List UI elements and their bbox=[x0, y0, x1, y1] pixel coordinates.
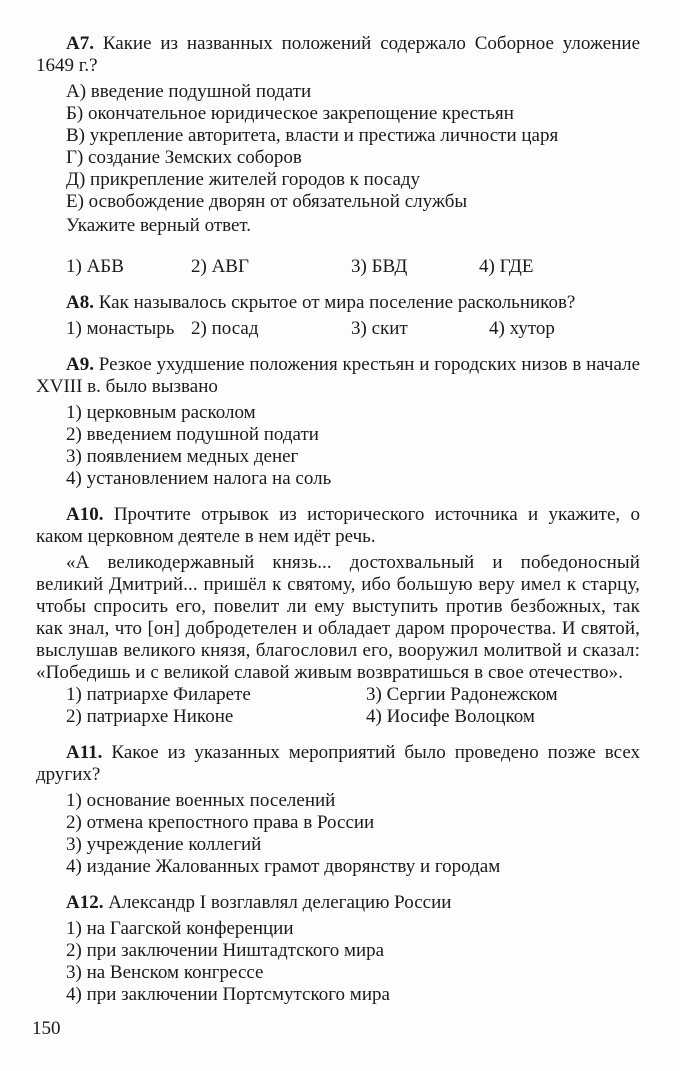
option: 1) патриархе Филарете bbox=[66, 684, 251, 705]
question-a9-text bbox=[36, 354, 640, 398]
answer-choice: 2) АВГ bbox=[191, 256, 249, 277]
answer-choice: 3) скит bbox=[351, 318, 408, 339]
page-content bbox=[36, 33, 640, 1020]
option: 4) Иосифе Волоцком bbox=[366, 706, 535, 727]
question-a11-body: Какое из указанных мероприятий было проведено позже всех других? bbox=[36, 742, 641, 785]
question-a7-text bbox=[36, 33, 640, 77]
option: 1) на Гаагской конференции bbox=[66, 918, 294, 939]
option: 3) Сергии Радонежском bbox=[366, 684, 558, 705]
question-a7 bbox=[36, 33, 640, 278]
answer-choice: 3) БВД bbox=[351, 256, 408, 277]
option: Д) прикрепление жителей городов к посаду bbox=[66, 169, 421, 190]
answer-choice: 1) АБВ bbox=[66, 256, 124, 277]
answer-choice: 1) монастырь bbox=[66, 318, 175, 339]
option: Б) окончательное юридическое закрепощение крестьян bbox=[66, 103, 514, 124]
answer-choice: 4) хутор bbox=[489, 318, 555, 339]
page-number: 150 bbox=[32, 1018, 61, 1039]
question-a12-number: А12. bbox=[66, 892, 104, 913]
answer-choice: 2) посад bbox=[191, 318, 259, 339]
option: А) введение подушной подати bbox=[66, 81, 312, 102]
question-a11-text bbox=[36, 742, 640, 786]
answer-choices bbox=[36, 256, 640, 278]
question-a12-body: Александр I возглавлял делегацию России bbox=[108, 892, 452, 913]
question-a11-number: А11. bbox=[66, 742, 103, 763]
option: Е) освобождение дворян от обязательной службы bbox=[66, 191, 468, 212]
question-a11 bbox=[36, 742, 640, 878]
question-a12 bbox=[36, 892, 640, 1006]
question-a9-body: Резкое ухудшение положения крестьян и городских низов в начале XVIII в. было вызвано bbox=[36, 354, 641, 397]
question-a10-body: Прочтите отрывок из исторического источника и укажите, о каком церковном деятеле в нем идёт речь. bbox=[36, 504, 640, 547]
option: 2) при заключении Ништадтского мира bbox=[66, 940, 385, 961]
option: 2) патриархе Никоне bbox=[66, 706, 234, 727]
option: 1) церковным расколом bbox=[66, 402, 256, 423]
option-grid bbox=[36, 684, 640, 728]
question-a8-number: А8. bbox=[66, 292, 94, 313]
option: В) укрепление авторитета, власти и престижа личности царя bbox=[66, 125, 559, 146]
option: 4) установлением налога на соль bbox=[66, 468, 332, 489]
option: 4) при заключении Портсмутского мира bbox=[66, 984, 390, 1005]
option: 3) учреждение коллегий bbox=[66, 834, 262, 855]
question-a10-number: А10. bbox=[66, 504, 104, 525]
option: 3) на Венском конгрессе bbox=[66, 962, 264, 983]
option: 1) основание военных поселений bbox=[66, 790, 336, 811]
question-a9-number: А9. bbox=[66, 354, 94, 375]
question-a10-text bbox=[36, 504, 640, 548]
question-a8 bbox=[36, 292, 640, 340]
question-a8-text bbox=[36, 292, 640, 314]
question-a7-number: А7. bbox=[66, 33, 94, 54]
option: 4) издание Жалованных грамот дворянству и городам bbox=[66, 856, 501, 877]
answer-choice: 4) ГДЕ bbox=[479, 256, 534, 277]
question-a8-body: Как называлось скрытое от мира поселение раскольников? bbox=[98, 292, 576, 313]
option: 2) отмена крепостного права в России bbox=[66, 812, 375, 833]
source-quote: «А великодержавный князь... достохвальный и победоносный великий Дмитрий... пришёл к святому, ибо большую веру имел к старцу, чтобы спросить его, повелит ли ему выступить против безбожных, так как знал, что [он] добродетелен и обладает даром пророчества. И святой, выслушав великого князя, благословил его, вооружил молитвой и сказал: «Победишь и с великой славой живым возвратишься в свое отечество». bbox=[36, 552, 640, 683]
question-a12-text bbox=[36, 892, 640, 914]
option: 2) введением подушной подати bbox=[66, 424, 319, 445]
option: 3) появлением медных денег bbox=[66, 446, 299, 467]
option: Г) создание Земских соборов bbox=[66, 147, 302, 168]
answer-prompt: Укажите верный ответ. bbox=[66, 215, 252, 236]
question-a10 bbox=[36, 504, 640, 728]
question-a9 bbox=[36, 354, 640, 490]
question-a7-body: Какие из названных положений содержало Соборное уложение 1649 г.? bbox=[36, 33, 641, 76]
answer-choices bbox=[36, 318, 640, 340]
